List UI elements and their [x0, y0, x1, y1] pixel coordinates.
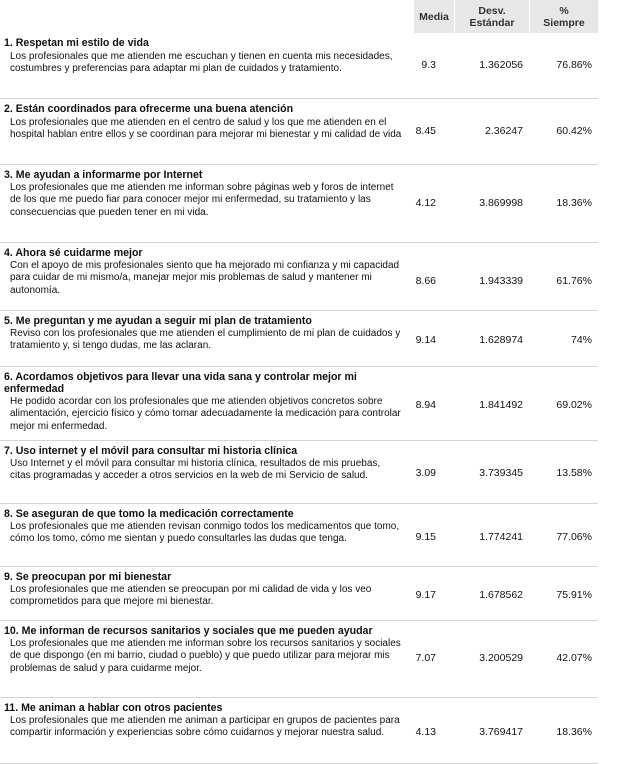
row-description: Los profesionales que me atienden me animan a participar en grupos de pacientes para compartir información y experiencias sobre cómo cuidarnos y mejorar nuestra salud.	[10, 715, 400, 739]
row-pct: 77.06%	[556, 531, 592, 543]
row-description: Los profesionales que me atienden me informan sobre páginas web y foros de internet de los que me puedo fiar para conocer mejor mi enfermedad, su tratamiento y las consecuencias que pueden tener en mi vida.	[10, 182, 394, 218]
row-media: 9.15	[415, 531, 436, 543]
table-row	[0, 567, 598, 621]
row-title: 11. Me animan a hablar con otros pacientes	[4, 702, 223, 714]
table-row	[0, 504, 598, 567]
row-title: 8. Se aseguran de que tomo la medicación correctamente	[4, 508, 294, 520]
row-desv: 1.841492	[479, 399, 523, 411]
row-desv: 1.628974	[479, 334, 523, 346]
row-description: Los profesionales que me atienden en el centro de salud y los que me atienden en el hospital hablan entre ellos y se coordinan para mejorar mi bienestar y mi calidad de vida	[10, 117, 402, 141]
table-row	[0, 311, 598, 367]
row-description: Reviso con los profesionales que me atienden el cumplimiento de mi plan de cuidados y tratamiento y, si tengo dudas, me las aclaran.	[10, 328, 401, 352]
table-row	[0, 367, 598, 441]
row-desv: 3.739345	[479, 467, 523, 479]
row-pct: 42.07%	[556, 652, 592, 664]
row-description: Los profesionales que me atienden se preocupan por mi calidad de vida y los veo comprometidos para que mejore mi bienestar.	[10, 584, 372, 608]
table-row	[0, 243, 598, 311]
row-desv: 1.678562	[479, 589, 523, 601]
row-description: Los profesionales que me atienden revisan conmigo todos los medicamentos que tomo, cómo los tomo, cómo me sientan y puedo consultarles las dudas que tenga.	[10, 521, 400, 545]
row-title: 6. Acordamos objetivos para llevar una vida sana y controlar mejor mi enfermedad	[4, 371, 357, 395]
row-media: 4.13	[415, 726, 436, 738]
row-pct: 13.58%	[556, 467, 592, 479]
row-desv: 3.200529	[479, 652, 523, 664]
row-title: 4. Ahora sé cuidarme mejor	[4, 247, 143, 259]
row-media: 9.14	[415, 334, 436, 346]
table-header	[0, 0, 598, 33]
row-media: 9.3	[421, 59, 436, 71]
table-row	[0, 165, 598, 243]
row-media: 8.94	[415, 399, 436, 411]
row-description: Con el apoyo de mis profesionales siento que ha mejorado mi confianza y mi capacidad para cuidar de mi mismo/a, manejar mejor mis problemas de salud y mantener mi autonomía.	[10, 260, 400, 296]
table-row	[0, 621, 598, 698]
row-desv: 3.769417	[479, 726, 523, 738]
row-media: 4.12	[415, 197, 436, 209]
row-title: 10. Me informan de recursos sanitarios y sociales que me pueden ayudar	[4, 625, 373, 637]
row-media: 7.07	[415, 652, 436, 664]
row-pct: 69.02%	[556, 399, 592, 411]
row-media: 8.66	[415, 275, 436, 287]
row-title: 2. Están coordinados para ofrecerme una buena atención	[4, 103, 294, 115]
row-title: 1. Respetan mi estilo de vida	[4, 37, 149, 49]
row-pct: 60.42%	[556, 125, 592, 137]
row-desv: 3.869998	[479, 197, 523, 209]
header-pct-label-1: %	[559, 4, 569, 17]
row-pct: 76.86%	[556, 59, 592, 71]
row-pct: 74%	[570, 334, 592, 346]
header-pct-siempre	[530, 0, 599, 33]
row-description: Los profesionales que me atienden me informan sobre los recursos sanitarios y sociales de que dispongo (en mi barrio, ciudad o pueblo) y que puedo utilizar para mejorar mis problemas de salud y para cuidarme mejor.	[10, 638, 401, 674]
row-pct: 61.76%	[556, 275, 592, 287]
header-desv-estandar	[455, 0, 530, 33]
row-pct: 18.36%	[556, 726, 592, 738]
row-description: Uso Internet y el móvil para consultar mi historia clínica, resultados de mis pruebas, citas programadas y acceder a otros servicios en la web de mi Servicio de salud.	[10, 458, 381, 482]
row-media: 3.09	[415, 467, 436, 479]
header-desv-label-2: Estándar	[469, 16, 515, 29]
row-title: 3. Me ayudan a informarme por Internet	[4, 169, 203, 181]
row-title: 7. Uso internet y el móvil para consultar mi historia clínica	[4, 445, 298, 457]
row-media: 8.45	[415, 125, 436, 137]
row-title: 9. Se preocupan por mi bienestar	[4, 571, 172, 583]
table-row	[0, 698, 598, 764]
header-pct-label-2: Siempre	[543, 16, 585, 29]
row-desv: 1.774241	[479, 531, 523, 543]
header-desv-label-1: Desv.	[478, 4, 506, 17]
row-desv: 1.362056	[479, 59, 523, 71]
row-title: 5. Me preguntan y me ayudan a seguir mi plan de tratamiento	[4, 315, 312, 327]
row-media: 9.17	[415, 589, 436, 601]
row-desv: 2.36247	[485, 125, 523, 137]
header-media-label: Media	[419, 10, 449, 23]
table-row	[0, 33, 598, 99]
row-description: Los profesionales que me atienden me escuchan y tienen en cuenta mis necesidades, costumbres y preferencias para adaptar mi plan de cuidados y tratamiento.	[10, 51, 393, 75]
row-pct: 18.36%	[556, 197, 592, 209]
header-media	[414, 0, 455, 33]
row-description: He podido acordar con los profesionales que me atienden objetivos concretos sobre alimentación, ejercicio físico y cómo tomar adecuadamente la medicación para controlar mejor mi enfermedad.	[10, 396, 401, 432]
row-pct: 75.91%	[556, 589, 592, 601]
table-row	[0, 99, 598, 165]
table-row	[0, 441, 598, 504]
row-desv: 1.943339	[479, 275, 523, 287]
